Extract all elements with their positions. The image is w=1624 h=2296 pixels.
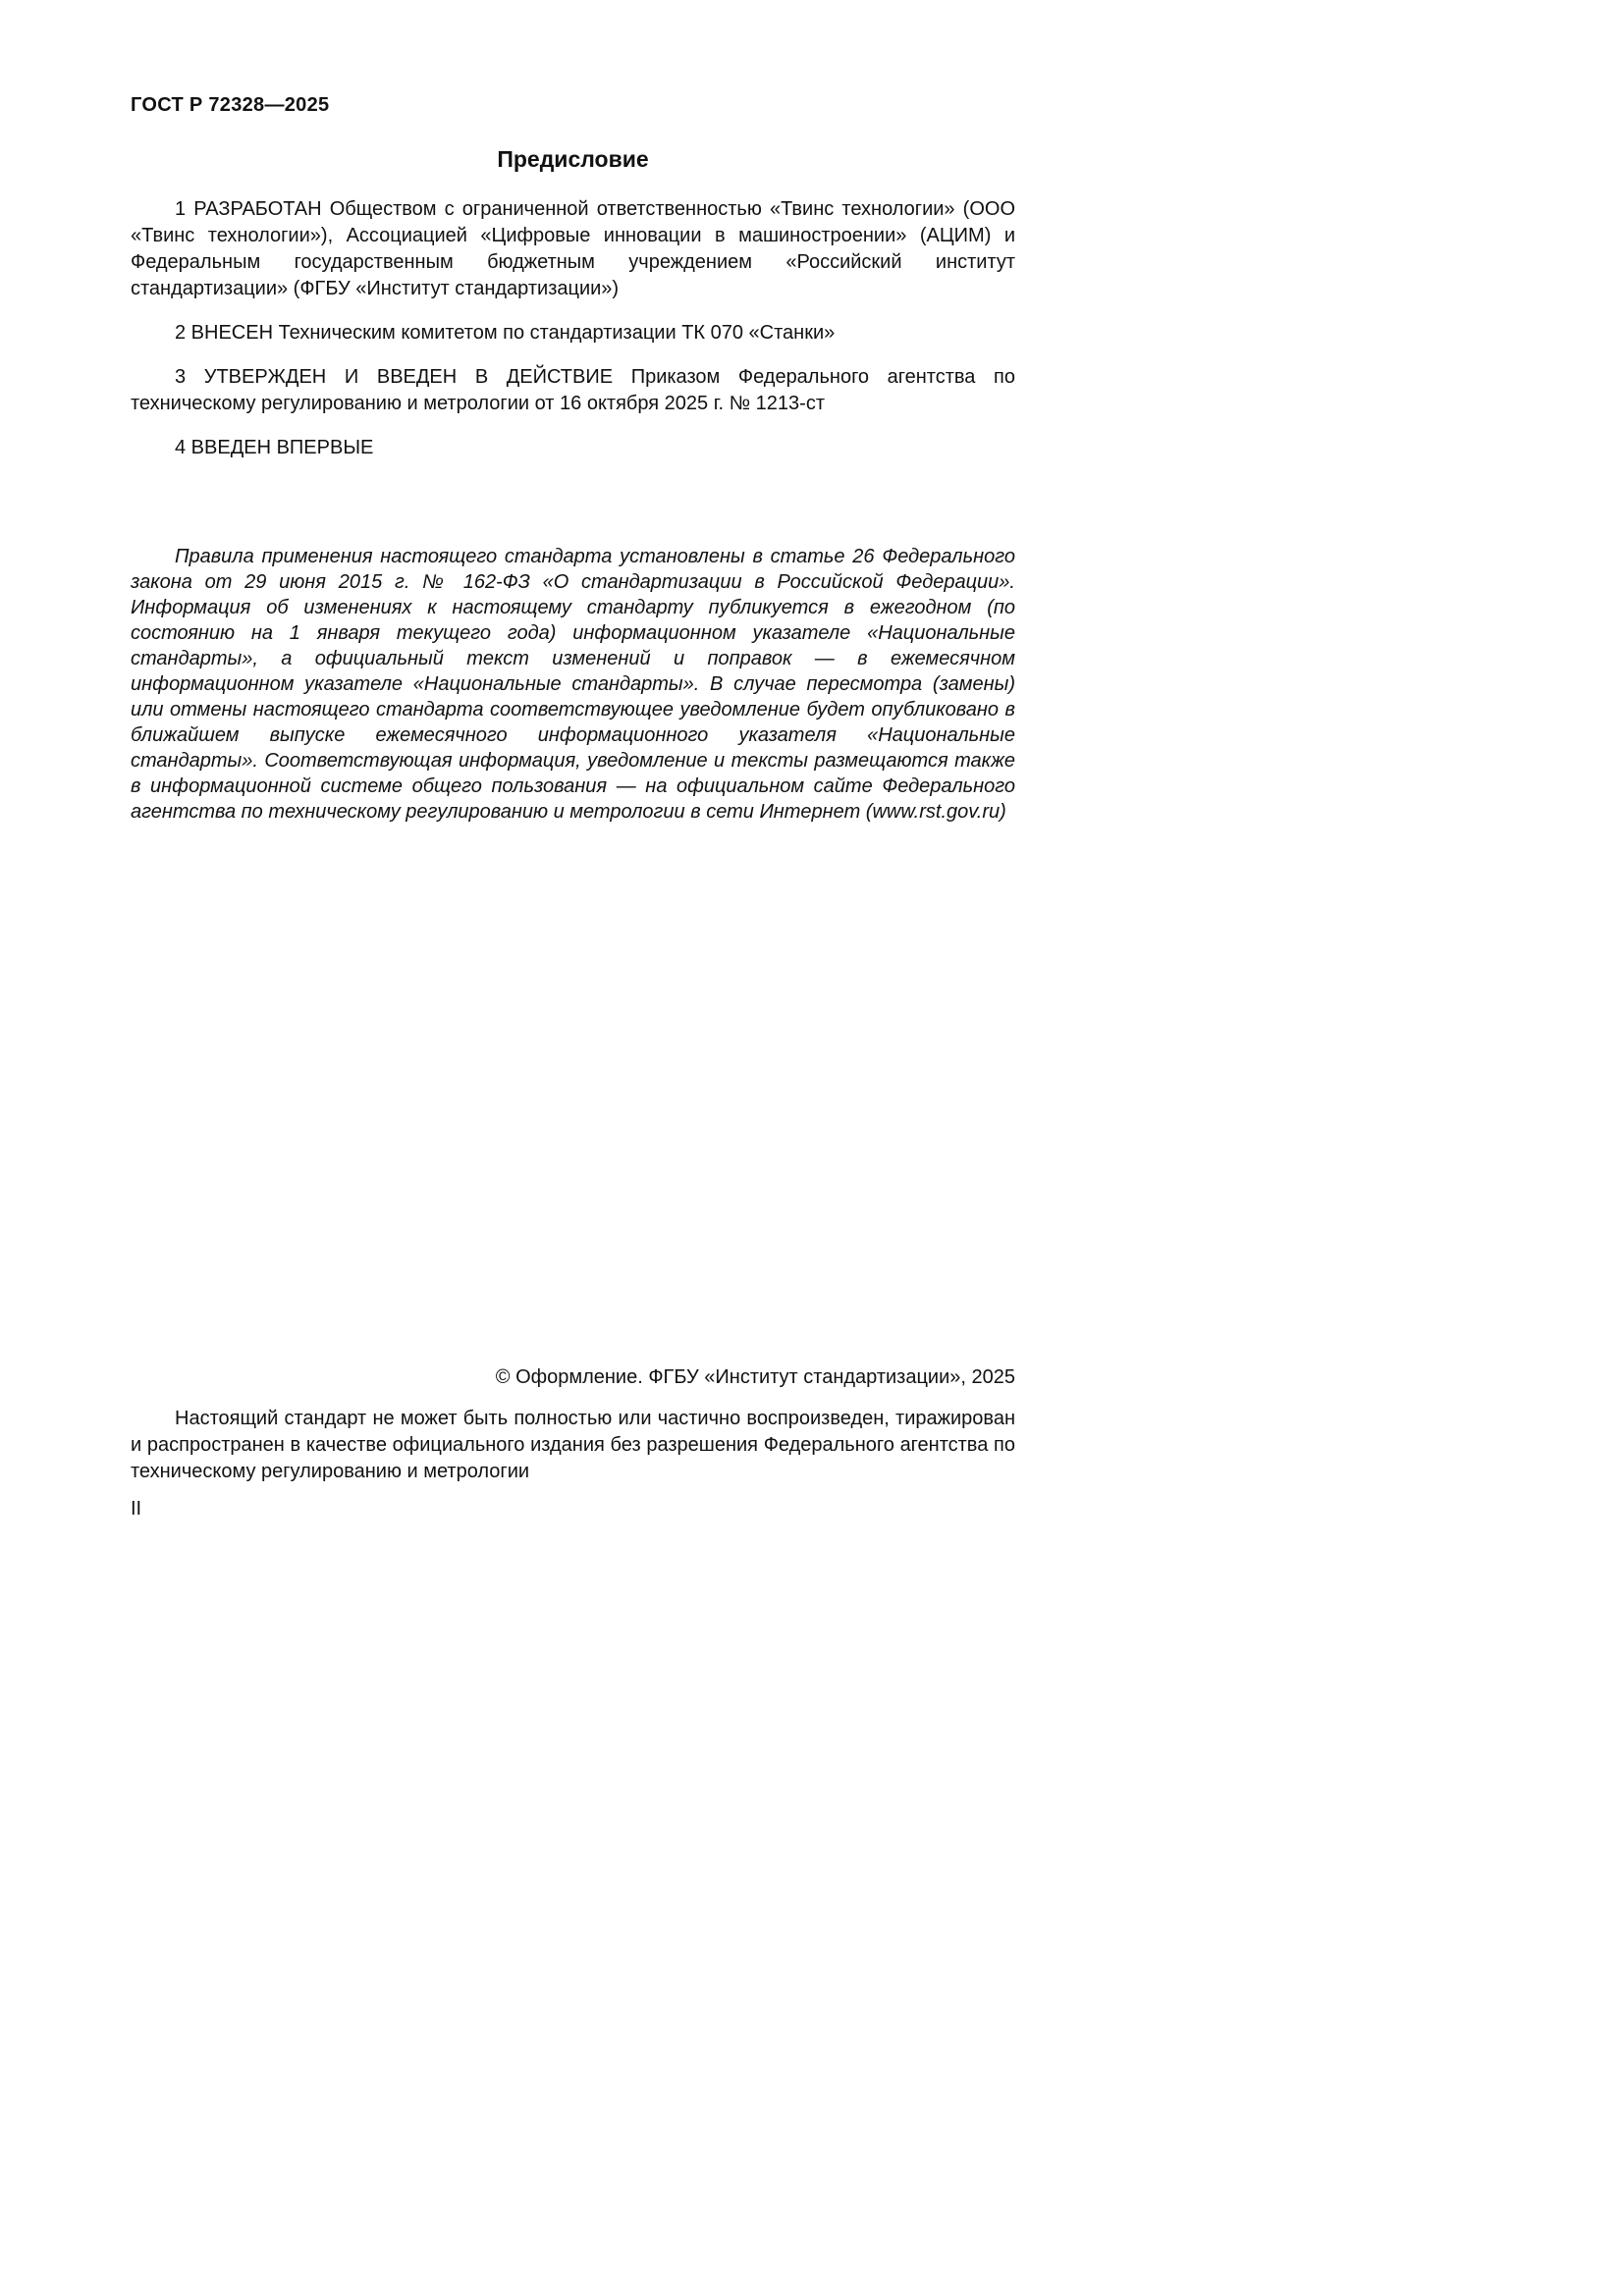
page-number: II [131,1498,142,1520]
document-code: ГОСТ Р 72328—2025 [131,94,330,116]
foreword-item-approved: 3 УТВЕРЖДЕН И ВВЕДЕН В ДЕЙСТВИЕ Приказом Федерального агентства по техническому регулированию и метрологии от 16 октября 2025 г. № 1213-ст [131,366,1015,414]
foreword-item-first-edition: 4 ВВЕДЕН ВПЕРВЫЕ [175,437,374,458]
copyright-line: © Оформление. ФГБУ «Институт стандартизации», 2025 [495,1366,1015,1388]
page-title: Предисловие [497,146,649,172]
application-rules-note: Правила применения настоящего стандарта установлены в статье 26 Федерального закона от 29 июня 2015 г. № 162-ФЗ «О стандартизации в Российской Федерации». Информация об изменениях к настоящему стандарту публикуется в ежегодном (по состоянию на 1 января текущего года) информационном указателе «Национальные стандарты», а официальный текст изменений и поправок — в ежемесячном информационном указателе «Национальные стандарты». В случае пересмотра (замены) или отмены настоящего стандарта соответствующее уведомление будет опубликовано в ближайшем выпуске ежемесячного информационного указателя «Национальные стандарты». Соответствующая информация, уведомление и тексты размещаются также в информационной системе общего пользования — на официальном сайте Федерального агентства по техническому регулированию и метрологии в сети Интернет (www.rst.gov.ru) [131,546,1015,823]
foreword-item-developed: 1 РАЗРАБОТАН Обществом с ограниченной ответственностью «Твинс технологии» (ООО «Твинс технологии»), Ассоциацией «Цифровые инновации в машиностроении» (АЦИМ) и Федеральным государственным бюджетным учреждением «Российский институт стандартизации» (ФГБУ «Институт стандартизации») [131,198,1015,299]
foreword-item-submitted: 2 ВНЕСЕН Техническим комитетом по стандартизации ТК 070 «Станки» [175,322,836,344]
reproduction-restriction-note: Настоящий стандарт не может быть полностью или частично воспроизведен, тиражирован и распространен в качестве официального издания без разрешения Федерального агентства по техническому регулированию и метрологии [131,1408,1015,1482]
